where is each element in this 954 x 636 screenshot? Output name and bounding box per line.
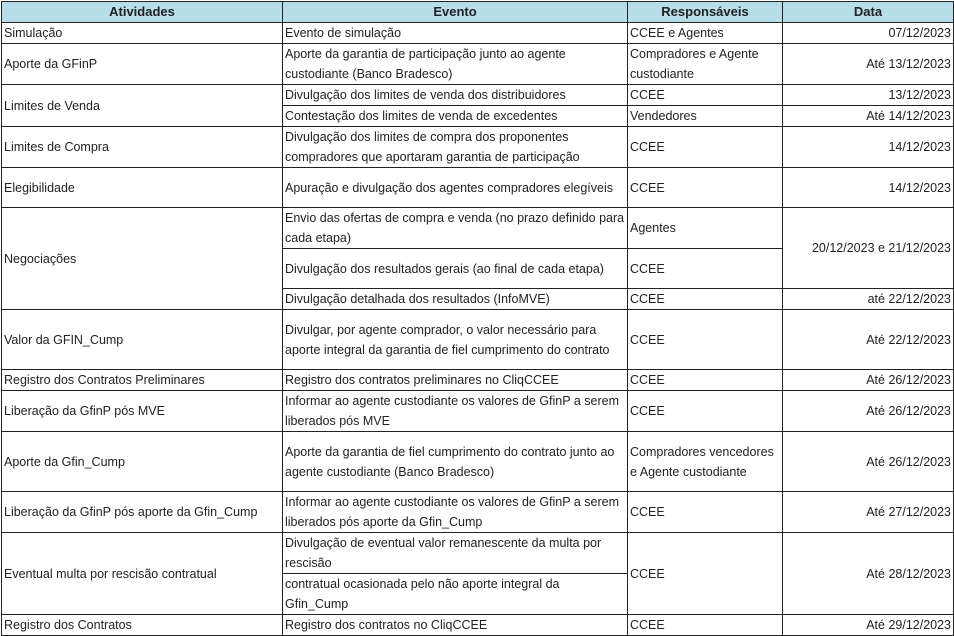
date-cell: 14/12/2023 <box>783 127 954 168</box>
table-row <box>2 127 954 168</box>
date-cell: 13/12/2023 <box>783 85 954 106</box>
event-cell: Divulgação dos limites de compra dos proponentes compradores que aportaram garantia de participação <box>283 127 628 168</box>
date-cell: Até 26/12/2023 <box>783 391 954 432</box>
responsible-cell: CCEE e Agentes <box>628 23 783 44</box>
header-responsaveis: Responsáveis <box>628 2 783 23</box>
event-cell: Divulgação dos resultados gerais (ao final de cada etapa) <box>283 249 628 289</box>
event-cell: Registro dos contratos no CliqCCEE <box>283 615 628 636</box>
header-evento: Evento <box>283 2 628 23</box>
table-row <box>2 432 954 492</box>
activity-cell: Limites de Compra <box>2 127 283 168</box>
responsible-cell: CCEE <box>628 127 783 168</box>
date-cell: Até 26/12/2023 <box>783 370 954 391</box>
responsible-cell: CCEE <box>628 492 783 533</box>
responsible-cell: Agentes <box>628 208 783 249</box>
date-cell: Até 27/12/2023 <box>783 492 954 533</box>
event-cell: Evento de simulação <box>283 23 628 44</box>
event-cell: Envio das ofertas de compra e venda (no prazo definido para cada etapa) <box>283 208 628 249</box>
activity-cell: Limites de Venda <box>2 85 283 127</box>
event-cell: Registro dos contratos preliminares no CliqCCEE <box>283 370 628 391</box>
table-row <box>2 391 954 432</box>
activity-cell: Valor da GFIN_Cump <box>2 310 283 370</box>
event-cell: Divulgação de eventual valor remanescente da multa por rescisão <box>283 533 628 574</box>
table-row <box>2 208 954 249</box>
event-cell: Divulgação dos limites de venda dos distribuidores <box>283 85 628 106</box>
event-cell: Contestação dos limites de venda de excedentes <box>283 106 628 127</box>
date-cell: Até 28/12/2023 <box>783 533 954 615</box>
date-cell: Até 13/12/2023 <box>783 44 954 85</box>
activity-cell: Elegibilidade <box>2 168 283 208</box>
date-cell: 14/12/2023 <box>783 168 954 208</box>
date-cell: 07/12/2023 <box>783 23 954 44</box>
header-row <box>2 2 954 23</box>
event-cell: Divulgação detalhada dos resultados (InfoMVE) <box>283 289 628 310</box>
event-cell: Informar ao agente custodiante os valores de GfinP a serem liberados pós aporte da Gfin_Cump <box>283 492 628 533</box>
table-row <box>2 492 954 533</box>
event-cell: Aporte da garantia de fiel cumprimento do contrato junto ao agente custodiante (Banco Bradesco) <box>283 432 628 492</box>
responsible-cell: CCEE <box>628 370 783 391</box>
table-row <box>2 615 954 636</box>
responsible-cell: CCEE <box>628 533 783 615</box>
responsible-cell: CCEE <box>628 289 783 310</box>
responsible-cell: CCEE <box>628 615 783 636</box>
table-row <box>2 85 954 106</box>
activity-cell: Liberação da GfinP pós aporte da Gfin_Cump <box>2 492 283 533</box>
event-cell: Aporte da garantia de participação junto ao agente custodiante (Banco Bradesco) <box>283 44 628 85</box>
table-row <box>2 310 954 370</box>
activity-cell: Liberação da GfinP pós MVE <box>2 391 283 432</box>
date-cell: Até 29/12/2023 <box>783 615 954 636</box>
header-atividades: Atividades <box>2 2 283 23</box>
activity-cell: Simulação <box>2 23 283 44</box>
responsible-cell: CCEE <box>628 391 783 432</box>
event-cell: Divulgar, por agente comprador, o valor necessário para aporte integral da garantia de fiel cumprimento do contrato <box>283 310 628 370</box>
table-row <box>2 370 954 391</box>
activity-cell: Aporte da Gfin_Cump <box>2 432 283 492</box>
date-cell: Até 22/12/2023 <box>783 310 954 370</box>
table-row <box>2 44 954 85</box>
activity-cell: Aporte da GFinP <box>2 44 283 85</box>
header-data: Data <box>783 2 954 23</box>
event-cell: contratual ocasionada pelo não aporte integral da Gfin_Cump <box>283 574 628 615</box>
table-row <box>2 168 954 208</box>
date-cell: Até 26/12/2023 <box>783 432 954 492</box>
activity-cell: Registro dos Contratos Preliminares <box>2 370 283 391</box>
event-cell: Apuração e divulgação dos agentes compradores elegíveis <box>283 168 628 208</box>
date-cell: 20/12/2023 e 21/12/2023 <box>783 208 954 289</box>
responsible-cell: CCEE <box>628 249 783 289</box>
activity-cell: Eventual multa por rescisão contratual <box>2 533 283 615</box>
table-row <box>2 533 954 574</box>
responsible-cell: Vendedores <box>628 106 783 127</box>
schedule-table <box>1 1 954 636</box>
date-cell: Até 14/12/2023 <box>783 106 954 127</box>
responsible-cell: Compradores e Agente custodiante <box>628 44 783 85</box>
responsible-cell: CCEE <box>628 85 783 106</box>
responsible-cell: CCEE <box>628 168 783 208</box>
table-row <box>2 23 954 44</box>
event-cell: Informar ao agente custodiante os valores de GfinP a serem liberados pós MVE <box>283 391 628 432</box>
responsible-cell: CCEE <box>628 310 783 370</box>
date-cell: até 22/12/2023 <box>783 289 954 310</box>
activity-cell: Registro dos Contratos <box>2 615 283 636</box>
activity-cell: Negociações <box>2 208 283 310</box>
responsible-cell: Compradores vencedores e Agente custodiante <box>628 432 783 492</box>
